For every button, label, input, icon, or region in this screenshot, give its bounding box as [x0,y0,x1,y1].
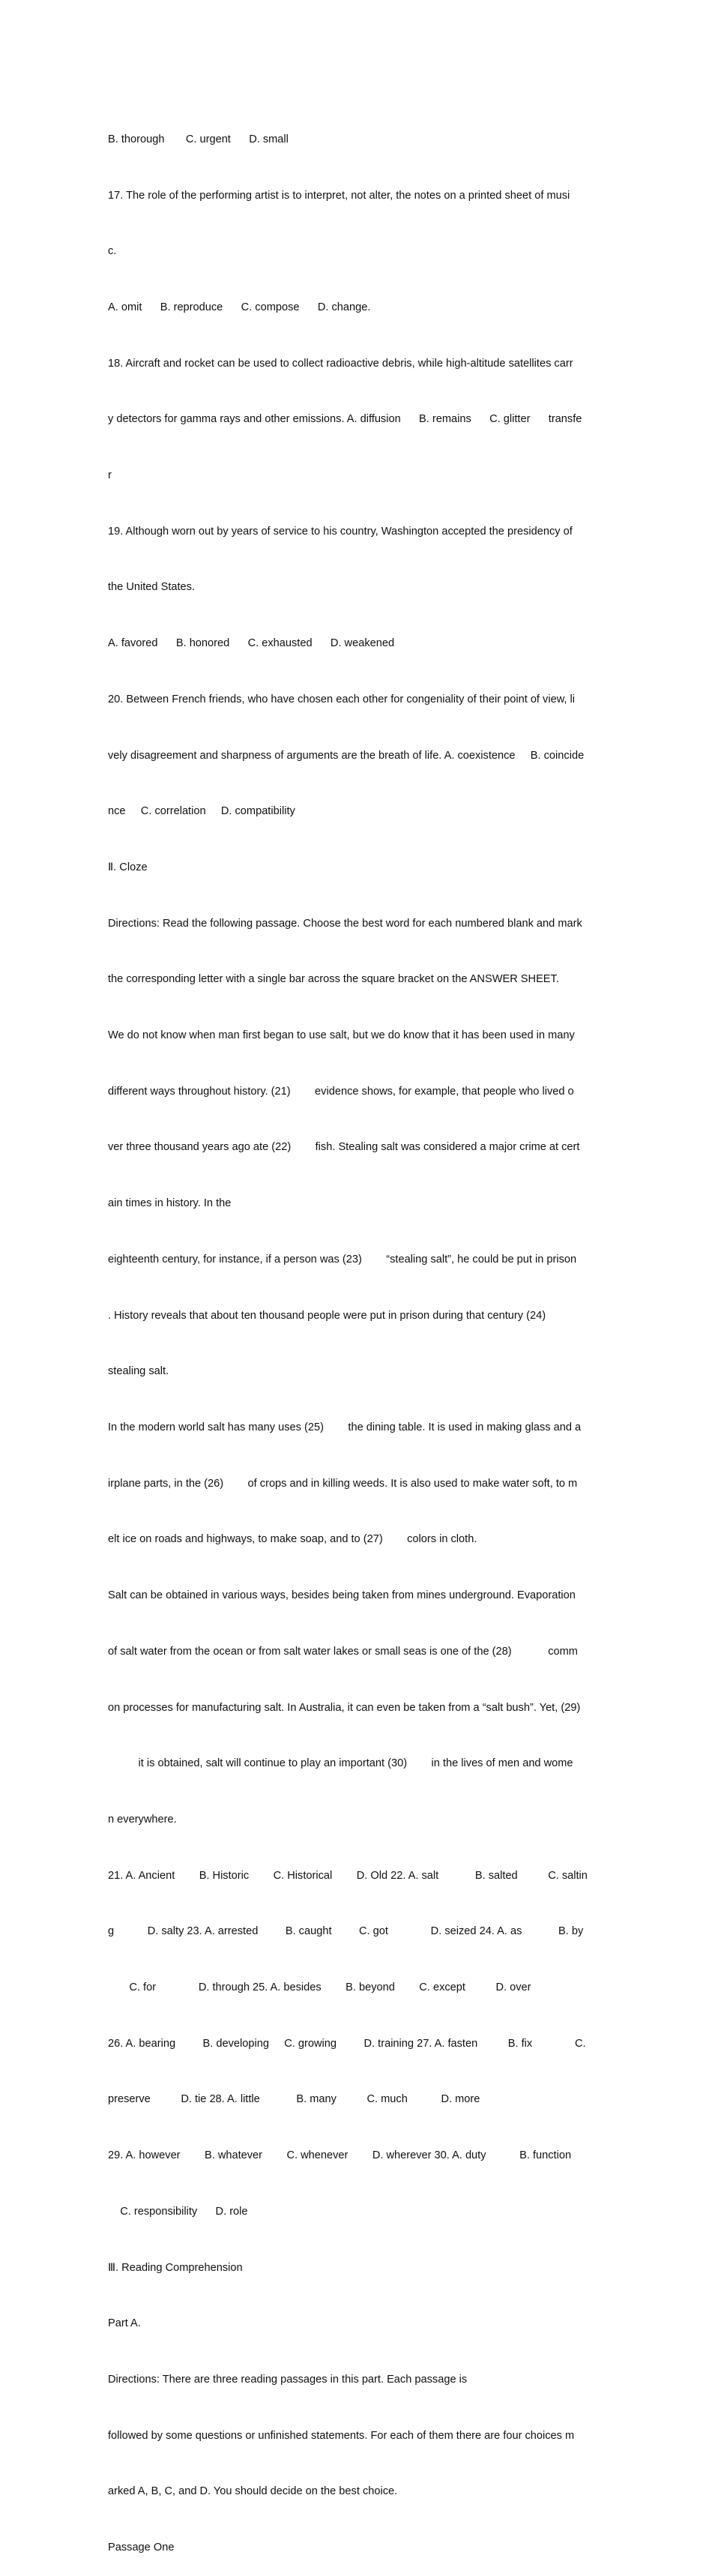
cloze-passage-line: elt ice on roads and highways, to make soap, and to (27) colors in cloth. [108,1533,477,1546]
cloze-options-line: g D. salty 23. A. arrested B. caught C. got D. seized 24. A. as B. by [108,1925,584,1938]
q18-stem-line-3: r [108,469,112,482]
part-a-heading: Part A. [108,2317,141,2330]
q16-options-line: B. thorough C. urgent D. small [108,133,289,145]
cloze-directions-line-1: Directions: Read the following passage. Choose the best word for each numbered blank and mark [108,917,582,930]
cloze-passage-line: Salt can be obtained in various ways, besides being taken from mines underground. Evaporation [108,1589,576,1602]
cloze-options-line: 21. A. Ancient B. Historic C. Historical D. Old 22. A. salt B. salted C. saltin [108,1869,588,1882]
q17-options-line: A. omit B. reproduce C. compose D. change. [108,301,371,313]
q19-stem-line-2: the United States. [108,581,196,594]
cloze-passage-line: eighteenth century, for instance, if a person was (23) “stealing salt”, he could be put in prison [108,1253,577,1266]
section-reading-heading: Ⅲ. Reading Comprehension [108,2261,243,2274]
cloze-passage-line: ain times in history. In the [108,1197,232,1210]
document-page [108,93,606,2576]
cloze-options-line: 26. A. bearing B. developing C. growing D. training 27. A. fasten B. fix C. [108,2037,586,2050]
q17-stem-line-1: 17. The role of the performing artist is to interpret, not alter, the notes on a printed sheet of musi [108,189,570,202]
q19-options-line: A. favored B. honored C. exhausted D. weakened [108,637,395,650]
cloze-passage-line: In the modern world salt has many uses (25) the dining table. It is used in making glass and a [108,1421,582,1433]
q19-stem-line-1: 19. Although worn out by years of service to his country, Washington accepted the presidency of [108,525,573,538]
cloze-passage-line: irplane parts, in the (26) of crops and in killing weeds. It is also used to make water soft, to m [108,1477,578,1490]
cloze-options-line: preserve D. tie 28. A. little B. many C. much D. more [108,2093,480,2106]
q20-stem-line-1: 20. Between French friends, who have chosen each other for congeniality of their point of view, li [108,693,576,705]
cloze-passage-line: different ways throughout history. (21) evidence shows, for example, that people who lived o [108,1085,574,1098]
cloze-passage-line: it is obtained, salt will continue to play an important (30) in the lives of men and wome [108,1757,573,1770]
cloze-passage-line: on processes for manufacturing salt. In Australia, it can even be taken from a “salt bush”. Yet, (29) [108,1701,581,1714]
cloze-options-line: C. responsibility D. role [108,2205,248,2218]
cloze-passage-line: . History reveals that about ten thousand people were put in prison during that century (24) [108,1309,546,1322]
q17-stem-line-2: c. [108,245,117,258]
cloze-passage-line: stealing salt. [108,1365,169,1378]
q20-stem-line-2: vely disagreement and sharpness of arguments are the breath of life. A. coexistence B. coincide [108,749,585,762]
cloze-options-line: C. for D. through 25. A. besides B. beyond C. except D. over [108,1981,531,1994]
section-cloze-heading: Ⅱ. Cloze [108,861,148,873]
q20-options-line: nce C. correlation D. compatibility [108,805,295,818]
passage-one-heading: Passage One [108,2542,175,2554]
cloze-passage-line: n everywhere. [108,1813,177,1826]
cloze-passage-line: We do not know when man first began to use salt, but we do know that it has been used in many [108,1029,575,1042]
cloze-options-line: 29. A. however B. whatever C. whenever D. wherever 30. A. duty B. function [108,2149,572,2162]
cloze-passage-line: ver three thousand years ago ate (22) fish. Stealing salt was considered a major crime at cert [108,1141,580,1154]
q18-stem-line-2: y detectors for gamma rays and other emissions. A. diffusion B. remains C. glitter transfe [108,413,582,426]
reading-directions-line-1: Directions: There are three reading passages in this part. Each passage is [108,2373,468,2386]
cloze-directions-line-2: the corresponding letter with a single bar across the square bracket on the ANSWER SHEET. [108,973,559,986]
reading-directions-line-3: arked A, B, C, and D. You should decide on the best choice. [108,2485,398,2498]
reading-directions-line-2: followed by some questions or unfinished statements. For each of them there are four choices m [108,2429,575,2442]
q18-stem-line-1: 18. Aircraft and rocket can be used to collect radioactive debris, while high-altitude satellites carr [108,357,573,370]
cloze-passage-line: of salt water from the ocean or from salt water lakes or small seas is one of the (28) comm [108,1645,578,1658]
